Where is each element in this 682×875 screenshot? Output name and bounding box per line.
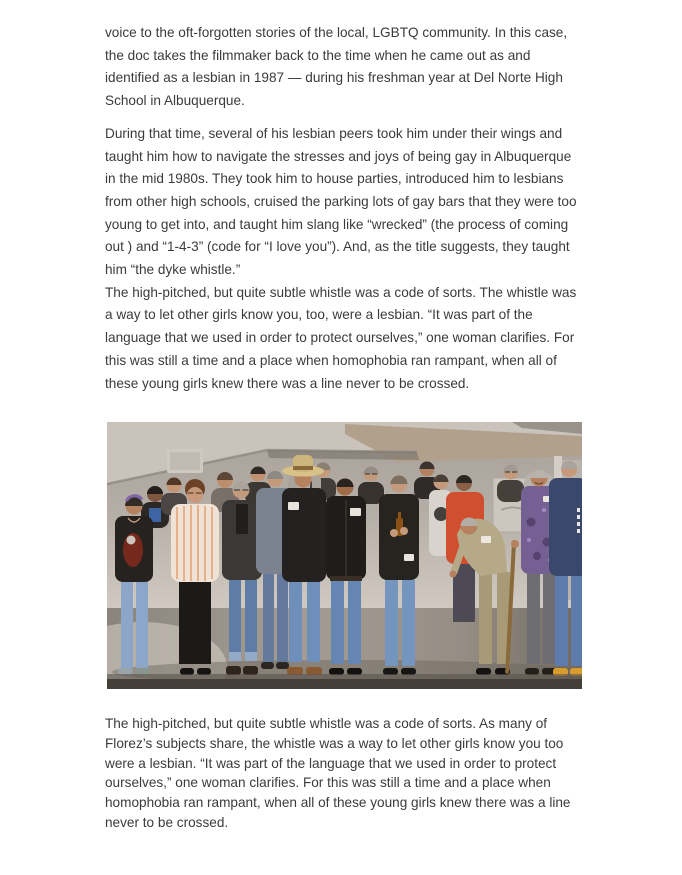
paragraph-whistle-repeat: The high-pitched, but quite subtle whistle was a code of sorts. As many of Florez’s subjects share, the whistle was a way to let other girls know you too were a lesbian. “It was part of the language that we used in order to protect ourselves,” one woman clarifies. For this was still a time and a place when homophobia ran rampant, when all of these young girls knew there was a line never to be crossed.: [105, 716, 571, 830]
group-photo: [107, 422, 582, 689]
paragraph-whistle: The high-pitched, but quite subtle whistle was a code of sorts. The whistle was a way to let other girls know you, too, were a lesbian. “It was part of the language that we used in order to protect ourselves,” one woman clarifies. For this was still a time and a place when homophobia ran rampant, when all of these young girls knew there was a line never to be crossed.: [105, 284, 577, 391]
paragraph-intro: voice to the oft-forgotten stories of the local, LGBTQ community. In this case, the doc takes the filmmaker back to the time when he came out as and identified as a lesbian in 1987 — during his freshman year at Del Norte High School in Albuquerque.: [105, 25, 568, 109]
paragraph-mentors: During that time, several of his lesbian peers took him under their wings and taught him how to navigate the stresses and joys of being gay in Albuquerque in the mid 1980s. They took him to house parties, introduced him to lesbians from other high schools, cruised the parking lots of gay bars that they were too young to get into, and taught him slang like “wrecked” (the process of coming out ) and “1-4-3” (code for “I love you”). And, as the title suggests, they taught him “the dyke whistle.”: [105, 125, 577, 278]
article-body: [105, 22, 582, 832]
